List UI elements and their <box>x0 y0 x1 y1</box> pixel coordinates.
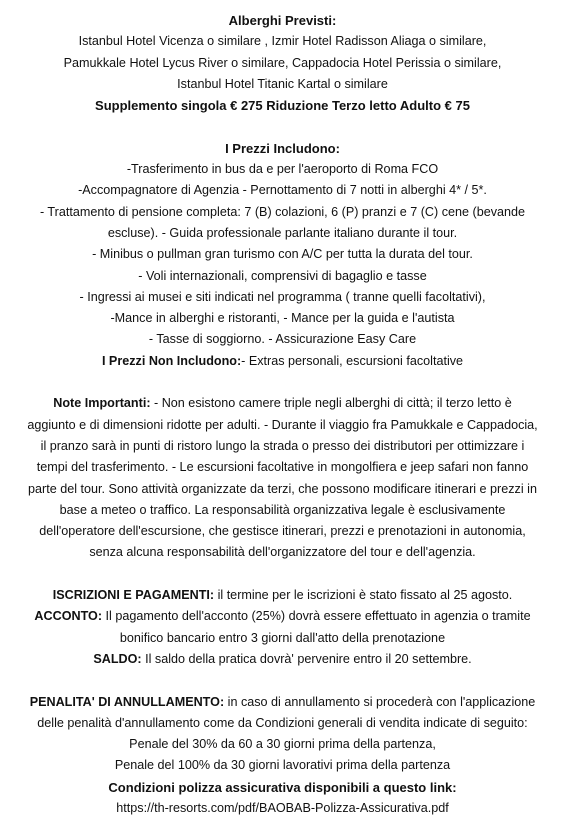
document-page <box>10 0 555 819</box>
notes-line: base a meteo o traffico. La responsabilità organizzativa legale è esclusivamente <box>59 502 506 517</box>
penalty-line: Penale del 100% da 30 giorni lavorativi prima della partenza <box>114 758 451 773</box>
notes-line: il pranzo sarà in punti di ristoro lungo la strada o presso dei distributori per ottimizzare i <box>40 438 525 453</box>
penalty-first-line <box>10 692 555 713</box>
penalty-line: Penale del 30% da 60 a 30 giorni prima della partenza, <box>129 737 436 752</box>
excluded-line <box>10 351 555 372</box>
penalty-line: delle penalità d'annullamento come da Condizioni generali di vendita indicate di seguito: <box>37 715 528 730</box>
deposit-text: Il pagamento dell'acconto (25%) dovrà essere effettuato in agenzia o tramite <box>102 609 531 624</box>
policy-link[interactable]: https://th-resorts.com/pdf/BAOBAB-Polizza-Assicurativa.pdf <box>116 800 449 815</box>
includes-line: -Trasferimento in bus da e per l'aeroporto di Roma FCO <box>126 162 439 177</box>
hotels-line: Istanbul Hotel Vicenza o similare , Izmir Hotel Radisson Aliaga o similare, <box>78 34 487 49</box>
includes-line: - Voli internazionali, comprensivi di bagaglio e tasse <box>138 268 427 283</box>
hotels-title: Alberghi Previsti: <box>228 13 337 28</box>
deposit-label: ACCONTO: <box>34 609 103 624</box>
includes-line: - Ingressi ai musei e siti indicati nel programma ( tranne quelli facoltativi), <box>79 289 486 304</box>
notes-line: tempi del trasferimento. - Le escursioni facoltative in mongolfiera e jeep safari non fanno <box>36 460 529 475</box>
notes-line: aggiunto e di dimensioni ridotte per adulti. - Durante il viaggio fra Pamukkale e Cappadocia, <box>27 417 538 432</box>
hotels-line: Pamukkale Hotel Lycus River o similare, Cappadocia Hotel Perissia o similare, <box>63 55 502 70</box>
notes-line: parte del tour. Sono attività organizzate da terzi, che possono modificare itinerari e prezzi in <box>28 481 537 496</box>
penalty-text: in caso di annullamento si procederà con l'applicazione <box>224 694 536 709</box>
notes-label: Note Importanti: <box>53 396 151 411</box>
balance-line <box>10 649 555 670</box>
balance-label: SALDO: <box>93 651 142 666</box>
balance-text: Il saldo della pratica dovrà' pervenire entro il 20 settembre. <box>141 651 472 666</box>
registration-text: il termine per le iscrizioni è stato fissato al 25 agosto. <box>214 588 513 603</box>
policy-title: Condizioni polizza assicurativa disponibili a questo link: <box>108 779 457 795</box>
notes-line: dell'operatore dell'escursione, che gestisce itinerari, prezzi e prenotazioni in autonomia, <box>39 524 526 539</box>
registration-label: ISCRIZIONI E PAGAMENTI: <box>52 588 215 603</box>
includes-line: - Tasse di soggiorno. - Assicurazione Easy Care <box>148 332 417 347</box>
section-spacer <box>10 372 555 393</box>
deposit-line <box>10 606 555 627</box>
notes-first-line <box>10 393 555 414</box>
includes-line: -Accompagnatore di Agenzia - Pernottamento di 7 notti in alberghi 4* / 5*. <box>78 183 487 198</box>
section-spacer <box>10 670 555 691</box>
includes-title: I Prezzi Includono: <box>225 140 340 156</box>
excluded-text: - Extras personali, escursioni facoltative <box>241 353 464 368</box>
registration-line <box>10 585 555 606</box>
section-spacer <box>10 564 555 585</box>
hotels-line: Istanbul Hotel Titanic Kartal o similare <box>177 76 388 91</box>
excluded-label: I Prezzi Non Includono: <box>101 353 242 368</box>
supplement-text: Supplemento singola € 275 Riduzione Terzo letto Adulto € 75 <box>95 98 470 114</box>
includes-line: - Trattamento di pensione completa: 7 (B) colazioni, 6 (P) pranzi e 7 (C) cene (bevande <box>39 204 526 219</box>
penalty-label: PENALITA' DI ANNULLAMENTO: <box>29 694 225 709</box>
includes-line: -Mance in alberghi e ristoranti, - Mance per la guida e l'autista <box>110 311 455 326</box>
notes-text: - Non esistono camere triple negli alberghi di città; il terzo letto è <box>150 396 512 411</box>
includes-line: - Minibus o pullman gran turismo con A/C per tutta la durata del tour. <box>92 247 473 262</box>
section-spacer <box>10 116 555 137</box>
includes-line: escluse). - Guida professionale parlante italiano durante il tour. <box>107 225 458 240</box>
notes-line: senza alcuna responsabilità dell'organizzatore del tour e dell'agenzia. <box>89 545 476 560</box>
deposit-line-2: bonifico bancario entro 3 giorni dall'atto della prenotazione <box>119 630 446 645</box>
